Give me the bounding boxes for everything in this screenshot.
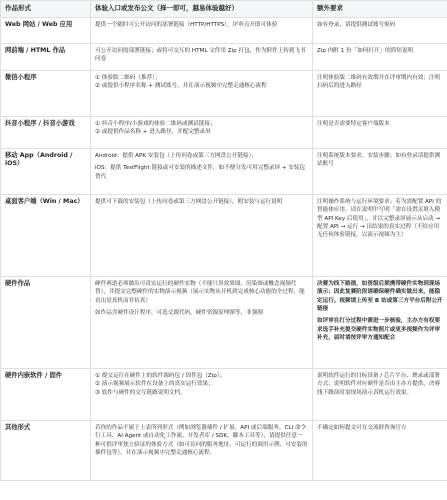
- row-type: 硬件作品: [1, 276, 91, 368]
- row-extra: [313, 116, 447, 148]
- row-type: 硬件内嵌软件 / 固件: [1, 368, 91, 420]
- header-type: 作品形式: [1, 1, 91, 18]
- row-entry: [91, 368, 313, 420]
- row-extra: [313, 420, 447, 480]
- entry-line: ① 抖音小程序/小游戏的体验二维码或测试链接；: [95, 120, 216, 127]
- row-entry: [91, 70, 313, 116]
- entry-line: 若你的作品不属于上表所列形式（例如浏览器插件 / 扩展、API 或后端服务、CLI 命令行工具、AI Agent 或自动化工作流、开发者库 / SDK、脚本工具等），请提供任意一种可供评审独立验证的体验方式（如可访问的服务地址、可运行的调用示例、可安装的插件包等），并在演示视频中完整走通核心流程。: [95, 424, 308, 456]
- table-row: [1, 368, 447, 420]
- table-row: [1, 116, 447, 148]
- row-type: 移动 App（Android / iOS）: [1, 148, 91, 194]
- table-row: [1, 17, 447, 43]
- extra-line: 注明是否需要特定客户端版本: [317, 120, 390, 127]
- entry-line: ② 或提供作品名称 + 进入路径，并配完整录屏: [95, 129, 211, 136]
- entry-line: ② 或提供小程序名称 + 测试账号，并在演示视频中完整走通核心流程: [95, 83, 267, 90]
- extra-line: Zip 内附 1 份「如何打开」的简短说明: [317, 47, 414, 54]
- extra-line: 不确定如何提交可在交流群咨询官方: [317, 424, 407, 431]
- row-entry: [91, 276, 313, 368]
- entry-line: 硬件赛道必须做出可真实运行的硬件实物（不能只用效果图、渲染图或概念视频代替），并提交完整硬件的实物演示视频（展示实物从开机到完成核心功能的全过程，能看出是真机而非仿真）: [95, 280, 305, 304]
- entry-line: 提供可下载的安装包（上传问卷或第三方网盘公开链接），附安装与运行说明: [95, 198, 283, 205]
- row-entry: [91, 148, 313, 194]
- table-row: [1, 194, 447, 276]
- row-extra: [313, 194, 447, 276]
- row-extra: [313, 70, 447, 116]
- row-entry: [91, 420, 313, 480]
- row-type: 抖音小程序 / 抖音小游戏: [1, 116, 91, 148]
- extra-line: 如评审在打分过程中需进一步核验，主办方有权要求选手补充提交硬件实物照片或更多视频作为评审补充，届时请按评审方通知配合: [317, 318, 441, 342]
- extra-line: 注明系统版本要求、安装步骤；如有登录请提供测试账号: [317, 152, 441, 168]
- row-extra: [313, 368, 447, 420]
- row-entry: [91, 116, 313, 148]
- row-type: 网前端 / HTML 作品: [1, 43, 91, 70]
- entry-line: ② 演示视频展示软件在设备上的真实运行效果；: [95, 381, 214, 388]
- table-header-row: [1, 1, 447, 18]
- entry-line: 可公开访问的部署链接；或将可交互的 HTML 文件用 Zip 打包，作为附件上传到飞书问卷: [95, 47, 306, 63]
- entry-line: 如作品含硬件设计程序，可选交源代码，硬件资源原理图等，非强制: [95, 309, 263, 316]
- row-extra: [313, 276, 447, 368]
- table-row: [1, 148, 447, 194]
- row-type: 其他形式: [1, 420, 91, 480]
- table-row: [1, 276, 447, 368]
- row-entry: [91, 17, 313, 43]
- entry-line: Android：提供 APK 安装包（上传问卷或第三方网盘公开链接）；: [95, 152, 257, 159]
- extra-line: 说明软件运行的目标设备 / 芯片平台、烧录或部署方式；说明软件对应硬件是否由主办方提供，决赛线下路演时需现场演示真机运行效果。: [317, 372, 441, 396]
- entry-line: ① 体验版二维码（推荐）；: [95, 74, 161, 81]
- extra-line: 如有登录，请提供测试账号密码: [317, 21, 396, 28]
- header-entry: 体验入口或发布公文（择一即可，越易体验越好）: [91, 1, 313, 18]
- row-extra: [313, 43, 447, 70]
- row-entry: [91, 43, 313, 70]
- table-row: [1, 420, 447, 480]
- entry-line: ① 提交运行在硬件上的软件源码包 / 固件包（Zip）；: [95, 372, 226, 379]
- row-extra: [313, 148, 447, 194]
- table-row: [1, 70, 447, 116]
- table-row: [1, 43, 447, 70]
- header-extra: 额外要求: [313, 1, 447, 18]
- row-type: 桌面客户端（Win / Mac）: [1, 194, 91, 276]
- row-type: 微信小程序: [1, 70, 91, 116]
- extra-line: 注明操作系统与运行环境要求；若为需配置 API 的智能体应用，请在说明中写明「需在设置页填入模型 API Key 后使用」，并以完整录屏展示从启动 → 配置 API → 运行 → 出结果的真实过程（不给应用无任何体验链接，以演示视频为主）: [317, 198, 442, 239]
- extra-line: 注明体验版二维码有效期并在评审期内有效；注明扫码后的进入路径: [317, 74, 441, 90]
- extra-line: 决赛为线下路演，如晋级后须携带硬件实物到现场演示；因此复赛阶段请确保硬件确实做出来，能稳定运行。视频请上传至 B 站或第三方平台后附公开链接: [317, 280, 443, 312]
- entry-line: iOS：提供 TestFlight 链接或可安装的描述文件，如不便分发可用完整录屏 + 安装包替代: [95, 165, 306, 180]
- row-extra: [313, 17, 447, 43]
- entry-line: 提供一个随时可公开访问的部署链接（HTTP/HTTPS），评审点开即可体验: [95, 21, 278, 28]
- row-type: Web 网站 / Web 应用: [1, 17, 91, 43]
- row-entry: [91, 194, 313, 276]
- entry-line: ③ 软件与硬件的交互链路说明文档。: [95, 389, 186, 396]
